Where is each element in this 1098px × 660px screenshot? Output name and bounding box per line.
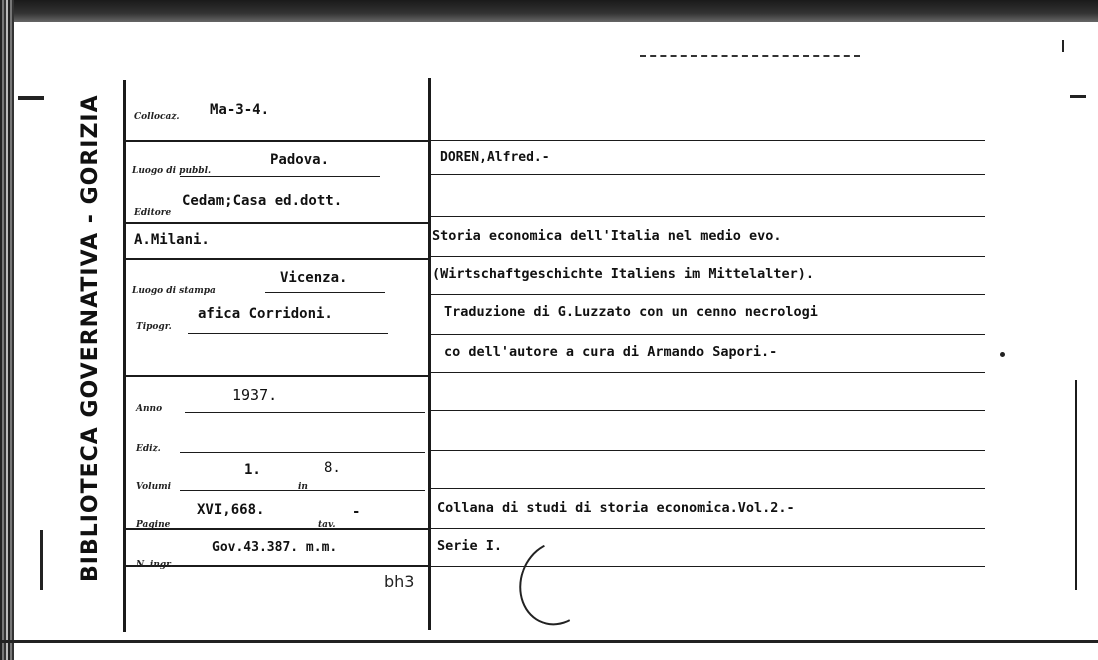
luogo-stampa-value: Vicenza. xyxy=(280,270,348,286)
serie-text: Serie I. xyxy=(437,538,503,554)
collana-text: Collana di studi di storia economica.Vol.2.- xyxy=(437,500,795,516)
editore-label: Editore xyxy=(134,208,172,218)
left-column-rule xyxy=(123,80,126,632)
collocazione-label: Collocaz. xyxy=(134,112,180,122)
margin-bracket-left xyxy=(40,530,43,590)
rule-r2 xyxy=(430,174,985,175)
rule-r8 xyxy=(430,410,985,411)
editore-value: Cedam;Casa ed.dott. xyxy=(182,193,343,209)
luogo-pubbl-value: Padova. xyxy=(270,152,330,168)
ediz-label: Ediz. xyxy=(136,444,161,454)
rule-ediz xyxy=(180,452,425,453)
tipografia-label: Tipogr. xyxy=(136,322,172,332)
n-ingr-label: N. ingr. xyxy=(136,560,174,570)
card-top-edge xyxy=(0,0,1098,22)
anno-label: Anno xyxy=(136,404,163,414)
anno-value: 1937. xyxy=(232,386,278,404)
rule-pagine xyxy=(125,528,430,530)
luogo-stampa-label: Luogo di stampa xyxy=(132,286,216,296)
rule-section-divider xyxy=(125,375,430,377)
rule-r3 xyxy=(430,216,985,217)
tavole-value: - xyxy=(352,504,361,520)
rule-luogo-stampa xyxy=(265,292,385,293)
collocazione-value: Ma-3-4. xyxy=(210,102,270,118)
rule-editore xyxy=(125,222,430,224)
rule-collocazione xyxy=(125,140,430,142)
luogo-pubbl-label: Luogo di pubbl. xyxy=(132,166,212,176)
center-column-rule xyxy=(428,78,431,630)
rule-r12 xyxy=(430,566,985,567)
rule-anno xyxy=(185,412,425,413)
rule-r1 xyxy=(430,140,985,141)
tipografia-value: afica Corridoni. xyxy=(198,306,333,322)
card-bottom-edge xyxy=(0,640,1098,643)
volumi-label: Volumi xyxy=(136,482,172,492)
margin-mark-left xyxy=(18,96,44,100)
stray-dot xyxy=(1000,352,1005,357)
rule-luogo-pubbl xyxy=(180,176,380,177)
rule-r10 xyxy=(430,488,985,489)
rule-r4 xyxy=(430,256,985,257)
margin-tick-right xyxy=(1062,40,1064,52)
rule-editore2 xyxy=(125,258,430,260)
n-ingr-value: Gov.43.387. m.m. xyxy=(212,540,338,555)
tavole-label: tav. xyxy=(318,520,336,530)
editore-value-cont: A.Milani. xyxy=(134,232,210,248)
rule-r9 xyxy=(430,450,985,451)
margin-mark-right xyxy=(1070,95,1086,98)
rule-r11 xyxy=(430,528,985,529)
title-line-3: Traduzione di G.Luzzato con un cenno necrologi xyxy=(444,304,818,320)
title-line-1: Storia economica dell'Italia nel medio evo. xyxy=(432,228,782,244)
rule-r5 xyxy=(430,294,985,295)
volumi-in-value: 8. xyxy=(324,460,341,476)
library-name-vertical: BIBLIOTECA GOVERNATIVA - GORIZIA xyxy=(78,94,103,582)
rule-r6 xyxy=(430,334,985,335)
volumi-value: 1. xyxy=(244,462,261,478)
top-dashed-line xyxy=(640,55,860,58)
rule-r7 xyxy=(430,372,985,373)
card-left-edge xyxy=(0,0,14,660)
library-stamp xyxy=(508,530,607,636)
right-edge-rule xyxy=(1075,380,1077,590)
pagine-label: Pagine xyxy=(136,520,171,530)
author-heading: DOREN,Alfred.- xyxy=(440,150,550,165)
n-ingr-note: bh3 xyxy=(384,572,415,591)
title-line-2: (Wirtschaftgeschichte Italiens im Mittelalter). xyxy=(432,266,815,282)
rule-tipografia xyxy=(188,333,388,334)
volumi-in-label: in xyxy=(298,482,308,492)
pagine-value: XVI,668. xyxy=(197,502,265,518)
title-line-4: co dell'autore a cura di Armando Sapori.- xyxy=(444,344,778,360)
